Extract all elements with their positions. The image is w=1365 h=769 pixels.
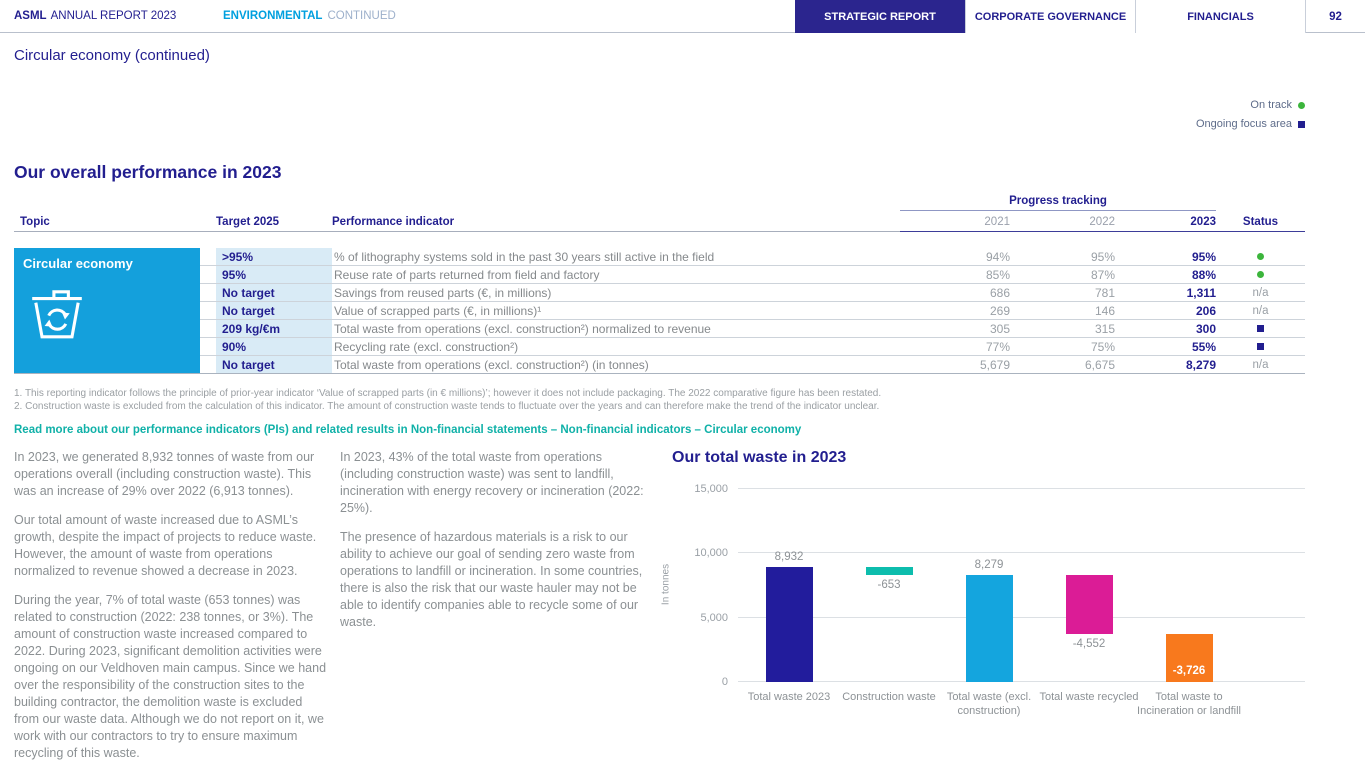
indicator-cell: Recycling rate (excl. construction²) <box>334 339 519 354</box>
target-cell: No target <box>216 356 332 373</box>
read-more-link[interactable]: Read more about our performance indicators (PIs) and related results in Non-financial statements – Non-financial indicators – Circular economy <box>14 424 802 436</box>
focus-area-status-icon <box>1257 343 1264 350</box>
value-2022-cell: 6,675 <box>1084 357 1115 372</box>
value-2022-cell: 146 <box>1094 303 1115 318</box>
table-row <box>14 320 1305 338</box>
status-cell: n/a <box>1252 286 1269 299</box>
status-cell <box>1216 253 1305 260</box>
value-2021-cell: 5,679 <box>979 357 1010 372</box>
focus-area-status-icon <box>1257 325 1264 332</box>
brand-name: ASML <box>14 10 47 22</box>
chart-y-tick: 10,000 <box>694 547 728 560</box>
value-2021-cell: 85% <box>985 267 1010 282</box>
page-title: Circular economy (continued) <box>14 47 210 64</box>
status-cell <box>1216 325 1305 332</box>
indicator-cell: Value of scrapped parts (€, in millions)¹ <box>334 303 542 318</box>
table-body <box>14 248 1305 374</box>
col-header-performance-indicator: Performance indicator <box>332 216 900 232</box>
body-paragraph: During the year, 7% of total waste (653 tonnes) was related to construction (2022: 238 tonnes, or 3%). The amount of construction waste increased compared to 2022. During 2023, significant demolition activities were ongoing on our Veldhoven main campus. Since we hand over the responsibility of the construction sites to the building contractor, the demolition waste is excluded from our waste data. Although we do not report on it, we work with our contractors to try to ensure maximum recycling of this waste. <box>14 593 327 760</box>
legend-label: Ongoing focus area <box>1195 118 1292 130</box>
value-2023-cell: 1,311 <box>1186 285 1216 300</box>
section-breadcrumb <box>223 0 396 32</box>
report-brand <box>0 0 223 32</box>
status-cell <box>1216 271 1305 278</box>
col-header-target-2025: Target 2025 <box>216 216 332 232</box>
target-cell: No target <box>216 284 332 301</box>
footnotes <box>14 388 1305 413</box>
body-paragraph: Our total amount of waste increased due to ASML’s growth, despite the impact of projects to reduce waste. However, the amount of waste from operations normalized to revenue showed a decrease in 2023. <box>14 513 317 578</box>
chart-gridline <box>738 681 1305 682</box>
status-cell: n/a <box>1252 304 1269 317</box>
value-2023-cell: 95% <box>1191 249 1216 264</box>
col-header-2023: 2023 <box>1115 216 1216 232</box>
recycle-bin-icon <box>26 281 88 343</box>
table-row <box>14 338 1305 356</box>
value-2022-cell: 781 <box>1094 285 1115 300</box>
progress-tracking-header: Progress tracking <box>900 195 1216 211</box>
chart-gridline <box>738 617 1305 618</box>
status-cell <box>1216 343 1305 350</box>
page-number: 92 <box>1305 0 1365 33</box>
value-2023-cell: 55% <box>1191 339 1216 354</box>
section-heading: Our overall performance in 2023 <box>14 162 282 182</box>
value-2023-cell: 8,279 <box>1185 357 1216 372</box>
top-header <box>0 0 1365 33</box>
value-2022-cell: 315 <box>1094 321 1115 336</box>
tab-corporate-governance[interactable]: CORPORATE GOVERNANCE <box>965 0 1135 33</box>
waste-chart <box>660 449 1305 769</box>
value-2023-cell: 300 <box>1195 321 1216 336</box>
target-cell: 209 kg/€m <box>216 320 332 337</box>
chart-category-label: Total waste recycled <box>1039 691 1139 703</box>
performance-table <box>14 195 1305 374</box>
chart-gridline <box>738 488 1305 489</box>
body-row <box>14 449 1305 769</box>
chart-bar-total-waste-excl-construction <box>966 575 1013 682</box>
chart-y-tick: 5,000 <box>700 611 728 624</box>
target-cell: >95% <box>216 248 332 265</box>
table-row <box>14 248 1305 266</box>
table-row <box>14 284 1305 302</box>
indicator-cell: Savings from reused parts (€, in millions) <box>334 285 552 300</box>
value-2021-cell: 77% <box>985 339 1010 354</box>
footnote: 1. This reporting indicator follows the principle of prior-year indicator ‘Value of scrapped parts (in € millions)’; however it does not include packaging. The 2022 comparative figure has been restated. <box>14 388 882 399</box>
table-row <box>14 302 1305 320</box>
indicator-cell: Reuse rate of parts returned from field and factory <box>334 267 600 282</box>
tab-financials[interactable]: FINANCIALS <box>1135 0 1305 33</box>
value-2023-cell: 206 <box>1195 303 1216 318</box>
chart-value-label: -653 <box>877 579 901 592</box>
value-2022-cell: 87% <box>1090 267 1115 282</box>
col-header-topic: Topic <box>14 216 216 232</box>
col-header-2022: 2022 <box>1010 216 1115 232</box>
chart-category-label: Total waste (excl. construction) <box>946 691 1032 717</box>
chart-category-label: Construction waste <box>842 691 936 703</box>
on-track-status-icon <box>1257 253 1264 260</box>
value-2021-cell: 305 <box>989 321 1010 336</box>
chart-y-tick: 0 <box>721 676 728 688</box>
chart-y-tick: 15,000 <box>694 483 728 495</box>
target-cell: 95% <box>216 266 332 283</box>
indicator-cell: Total waste from operations (excl. construction²) (in tonnes) <box>334 357 649 372</box>
section-name: ENVIRONMENTAL <box>223 10 323 22</box>
target-cell: No target <box>216 302 332 319</box>
section-continued: CONTINUED <box>327 10 396 22</box>
report-nav-tabs <box>795 0 1365 33</box>
chart-plot-area <box>660 483 1305 717</box>
legend-circle-marker <box>1298 102 1305 109</box>
value-2023-cell: 88% <box>1191 267 1216 282</box>
status-cell: n/a <box>1252 358 1269 371</box>
chart-bar-construction-waste <box>866 567 913 575</box>
table-row <box>14 356 1305 374</box>
table-row <box>14 266 1305 284</box>
chart-bar-total-waste-recycled <box>1066 575 1113 634</box>
tab-strategic-report[interactable]: STRATEGIC REPORT <box>795 0 965 33</box>
legend-item-ongoing-focus-area <box>1196 118 1305 130</box>
legend-square-marker <box>1298 121 1305 128</box>
value-2021-cell: 94% <box>985 249 1010 264</box>
value-2021-cell: 269 <box>989 303 1010 318</box>
value-2022-cell: 75% <box>1090 339 1115 354</box>
value-2022-cell: 95% <box>1090 249 1115 264</box>
text-column-1 <box>14 449 330 769</box>
indicator-cell: % of lithography systems sold in the past 30 years still active in the field <box>334 249 715 264</box>
chart-bar-total-waste-2023 <box>766 567 813 682</box>
on-track-status-icon <box>1257 271 1264 278</box>
legend-item-on-track <box>1196 99 1305 111</box>
body-paragraph: In 2023, we generated 8,932 tonnes of waste from our operations overall (including construction waste). This was an increase of 29% over 2022 (6,913 tonnes). <box>14 450 315 498</box>
topic-card-circular-economy <box>14 248 200 373</box>
status-legend <box>1196 99 1305 137</box>
legend-label: On track <box>1250 99 1292 111</box>
body-paragraph: The presence of hazardous materials is a risk to our ability to achieve our goal of sending zero waste from operations to landfill or incineration. In some countries, there is also the risk that our waste hauler may not be able to identify companies able to recycle some of our waste. <box>340 530 643 629</box>
brand-subtitle: ANNUAL REPORT 2023 <box>50 10 177 22</box>
target-cell: 90% <box>216 338 332 355</box>
chart-category-label: Total waste to Incineration or landfill <box>1137 691 1241 717</box>
body-paragraph: In 2023, 43% of the total waste from operations (including construction waste) was sent to landfill, incineration with energy recovery or incineration (2022: 25%). <box>340 450 644 515</box>
text-column-2 <box>340 449 652 769</box>
indicator-cell: Total waste from operations (excl. construction²) normalized to revenue <box>334 321 711 336</box>
table-header <box>14 195 1305 232</box>
col-header-2021: 2021 <box>900 216 1010 232</box>
topic-label: Circular economy <box>23 256 133 271</box>
col-header-status: Status <box>1216 216 1305 232</box>
chart-category-label: Total waste 2023 <box>747 691 831 703</box>
page-content <box>0 47 1365 769</box>
chart-value-label: -4,552 <box>1072 638 1106 651</box>
chart-title: Our total waste in 2023 <box>672 449 847 466</box>
footnote: 2. Construction waste is excluded from the calculation of this indicator. The amount of construction waste tends to fluctuate over the years and can therefore make the trend of the indicator unclear. <box>14 400 880 412</box>
chart-y-axis-label: In tonnes <box>660 563 672 605</box>
value-2021-cell: 686 <box>989 285 1010 300</box>
chart-value-label: 8,279 <box>974 559 1004 572</box>
chart-value-label: -3,726 <box>1172 665 1206 677</box>
chart-value-label: 8,932 <box>774 551 804 564</box>
